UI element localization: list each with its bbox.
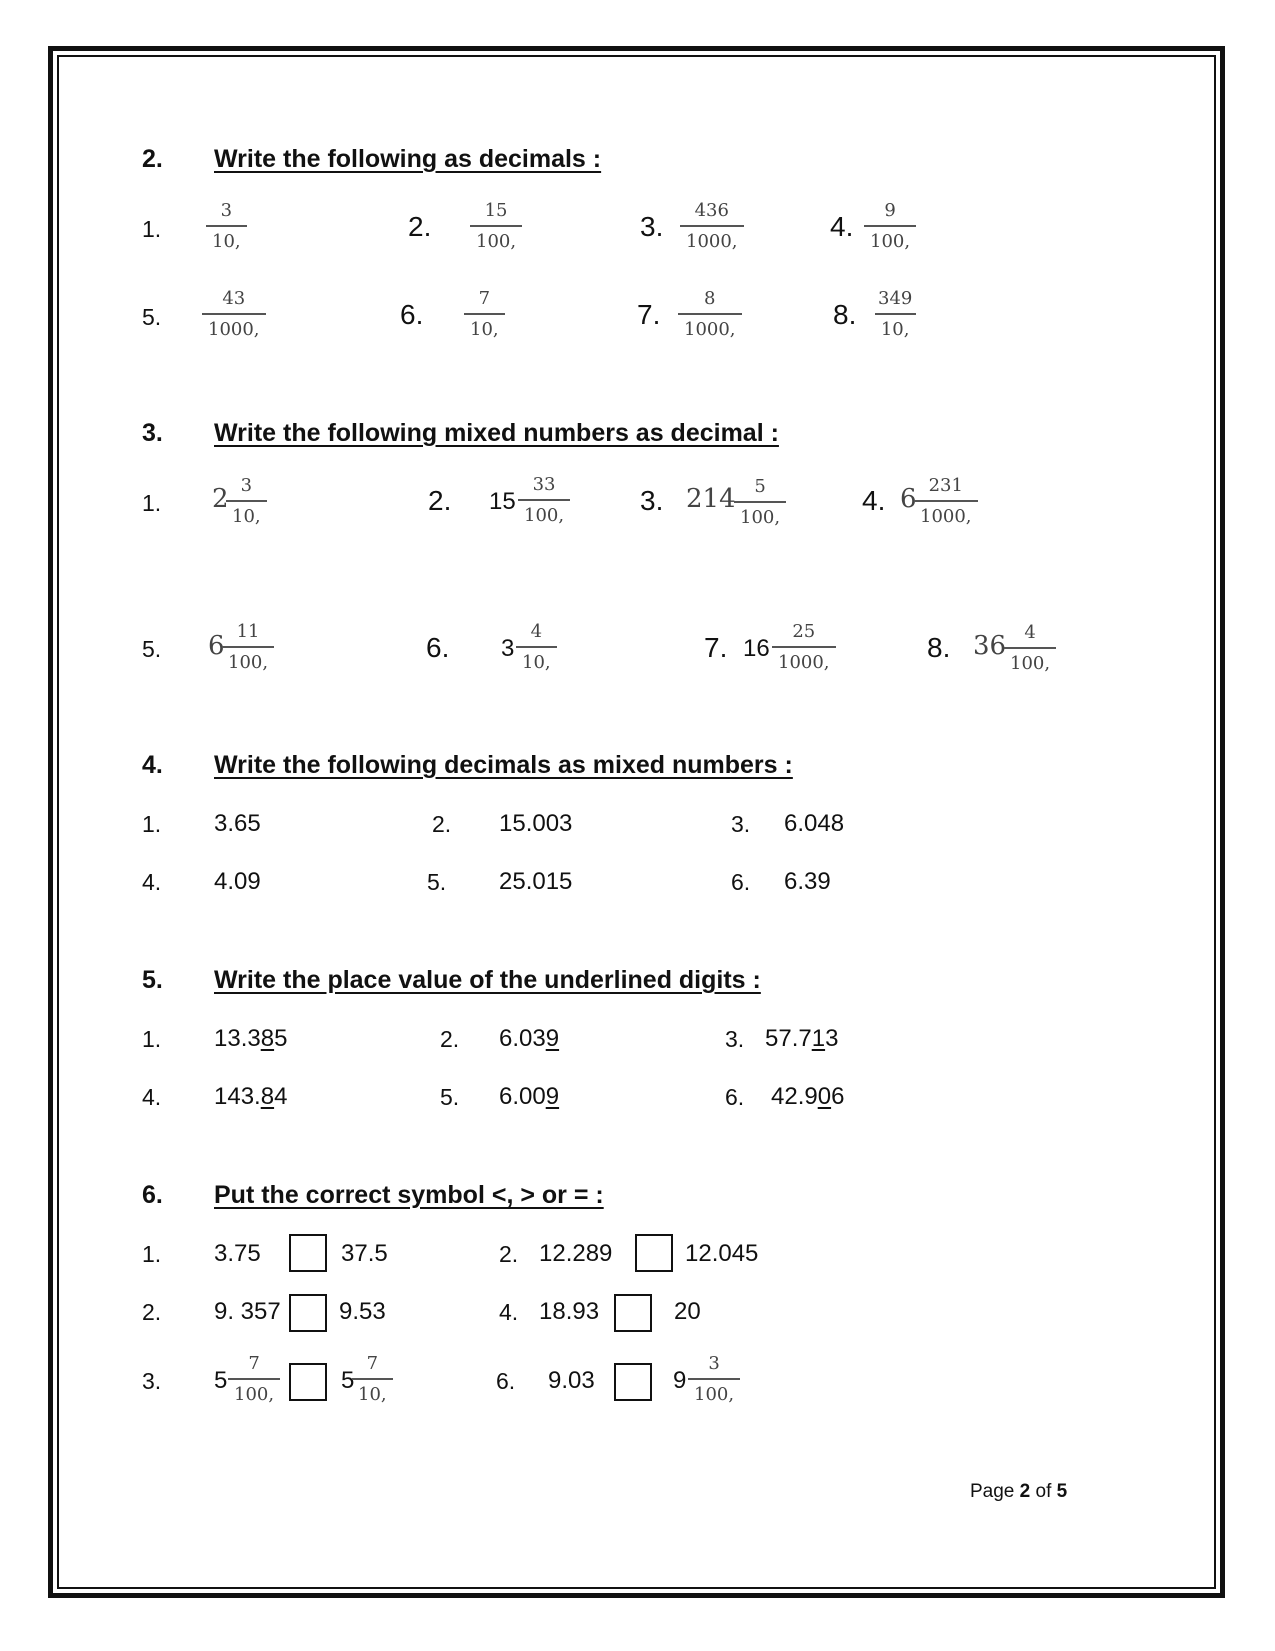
numerator: 43 — [222, 288, 246, 309]
decimal-value: 42.906 — [771, 1083, 845, 1110]
item-label: 3. — [640, 211, 664, 242]
numerator: 9 — [884, 200, 896, 221]
whole-number: 3 — [501, 635, 515, 662]
numerator: 4 — [530, 621, 543, 642]
item-label: 7. — [704, 632, 728, 663]
underlined-digit: 1 — [811, 1025, 826, 1052]
item-label: 3. — [731, 811, 751, 837]
whole-number: 9 — [673, 1367, 687, 1394]
item-label: 2. — [142, 1299, 162, 1325]
denominator: 10, — [464, 313, 505, 341]
question-number: 3. — [142, 419, 163, 447]
question-title: Write the following mixed numbers as decimal : — [214, 419, 779, 447]
numerator: 436 — [694, 200, 729, 221]
whole-number: 16 — [743, 635, 770, 662]
decimal-value: 25.015 — [499, 868, 573, 895]
denominator: 1000, — [678, 313, 742, 341]
denominator: 1000, — [772, 646, 836, 674]
item-label: 4. — [862, 485, 886, 516]
symbol-answer-box[interactable] — [635, 1234, 673, 1272]
whole-number: 6 — [900, 484, 917, 514]
decimal-value: 15.003 — [499, 810, 573, 837]
item-label: 1. — [142, 1026, 162, 1052]
fraction — [226, 475, 267, 528]
question-title: Write the following as decimals : — [214, 145, 602, 173]
question-number: 2. — [142, 145, 163, 173]
right-value: 12.045 — [685, 1240, 759, 1267]
denominator: 100, — [734, 501, 786, 529]
numerator: 33 — [532, 474, 556, 495]
decimal-value: 6.009 — [499, 1083, 560, 1110]
fraction — [518, 474, 570, 527]
fraction — [202, 288, 266, 341]
fraction — [864, 200, 916, 253]
symbol-answer-box[interactable] — [614, 1294, 652, 1332]
decimal-value: 13.385 — [214, 1025, 288, 1052]
left-value: 9. 357 — [214, 1298, 281, 1325]
question-title: Write the following decimals as mixed numbers : — [214, 751, 793, 779]
fraction — [206, 200, 247, 253]
numerator: 3 — [220, 200, 233, 221]
numerator: 5 — [754, 476, 766, 497]
item-label: 4. — [830, 211, 854, 242]
denominator: 100, — [864, 225, 916, 253]
decimal-value: 57.713 — [765, 1025, 839, 1052]
right-value: 9.53 — [339, 1298, 386, 1325]
fraction — [680, 200, 744, 253]
question-title: Write the place value of the underlined digits : — [214, 966, 761, 994]
item-label: 5. — [142, 304, 162, 330]
item-label: 3. — [725, 1026, 745, 1052]
denominator: 1000, — [680, 225, 744, 253]
item-label: 6. — [400, 299, 424, 330]
item-label: 2. — [408, 211, 432, 242]
denominator: 10, — [206, 225, 247, 253]
right-value: 20 — [674, 1298, 701, 1325]
denominator: 100, — [518, 499, 570, 527]
fraction — [470, 200, 522, 253]
page-number: Page 2 of 5 — [970, 1481, 1068, 1502]
item-label: 7. — [637, 299, 661, 330]
fraction — [688, 1353, 740, 1406]
underlined-digit: 8 — [260, 1083, 275, 1110]
fraction — [228, 1353, 280, 1406]
item-label: 3. — [142, 1368, 162, 1394]
fraction — [464, 288, 505, 341]
fraction — [772, 621, 836, 674]
decimal-value: 3.65 — [214, 810, 261, 837]
underlined-digit: 8 — [260, 1025, 275, 1052]
denominator: 100, — [228, 1378, 280, 1406]
numerator: 7 — [248, 1353, 260, 1374]
numerator: 4 — [1024, 622, 1036, 643]
denominator: 10, — [352, 1378, 393, 1406]
fraction — [352, 1353, 393, 1406]
underlined-digit: 0 — [817, 1083, 832, 1110]
denominator: 1000, — [914, 500, 978, 528]
fraction — [872, 288, 918, 341]
left-value: 3.75 — [214, 1240, 261, 1267]
item-label: 1. — [142, 490, 162, 516]
numerator: 349 — [878, 288, 913, 309]
whole-number: 2 — [212, 484, 229, 514]
symbol-answer-box[interactable] — [289, 1294, 327, 1332]
denominator: 10, — [226, 500, 267, 528]
numerator: 3 — [240, 475, 253, 496]
denominator: 10, — [875, 313, 916, 341]
numerator: 25 — [792, 621, 816, 642]
question-number: 6. — [142, 1181, 163, 1209]
denominator: 10, — [516, 646, 557, 674]
decimal-value: 6.048 — [784, 810, 845, 837]
question-title: Put the correct symbol <, > or = : — [214, 1181, 604, 1209]
whole-number: 15 — [489, 488, 516, 515]
denominator: 100, — [222, 646, 274, 674]
decimal-value: 6.039 — [499, 1025, 560, 1052]
item-label: 5. — [440, 1084, 460, 1110]
item-label: 1. — [142, 811, 162, 837]
item-label: 2. — [428, 485, 452, 516]
item-label: 6. — [725, 1084, 745, 1110]
item-label: 6. — [426, 632, 450, 663]
denominator: 100, — [470, 225, 522, 253]
left-value: 9.03 — [548, 1367, 595, 1394]
item-label: 6. — [496, 1368, 516, 1394]
symbol-answer-box[interactable] — [289, 1234, 327, 1272]
numerator: 11 — [236, 621, 260, 642]
whole-number: 5 — [214, 1367, 228, 1394]
denominator: 1000, — [202, 313, 266, 341]
left-value: 18.93 — [539, 1298, 600, 1325]
whole-number: 5 — [341, 1367, 355, 1394]
item-label: 1. — [142, 216, 162, 242]
numerator: 15 — [484, 200, 508, 221]
item-label: 1. — [142, 1241, 162, 1267]
numerator: 7 — [366, 1353, 379, 1374]
denominator: 100, — [1004, 647, 1056, 675]
item-label: 4. — [499, 1299, 519, 1325]
numerator: 8 — [704, 288, 716, 309]
item-label: 5. — [142, 636, 162, 662]
question-number: 5. — [142, 966, 163, 994]
right-value: 37.5 — [341, 1240, 388, 1267]
fraction — [222, 621, 274, 674]
whole-number: 214 — [686, 484, 736, 514]
decimal-value: 4.09 — [214, 868, 261, 895]
left-value: 12.289 — [539, 1240, 613, 1267]
underlined-digit: 9 — [545, 1025, 560, 1052]
item-label: 2. — [499, 1241, 519, 1267]
fraction — [516, 621, 557, 674]
fraction — [1004, 622, 1056, 675]
item-label: 8. — [833, 299, 857, 330]
whole-number: 36 — [973, 631, 1007, 661]
item-label: 3. — [640, 485, 664, 516]
symbol-answer-box[interactable] — [614, 1363, 652, 1401]
underlined-digit: 9 — [545, 1083, 560, 1110]
item-label: 4. — [142, 1084, 162, 1110]
item-label: 6. — [731, 869, 751, 895]
whole-number: 6 — [208, 631, 225, 661]
fraction — [914, 475, 978, 528]
item-label: 5. — [427, 869, 447, 895]
symbol-answer-box[interactable] — [289, 1363, 327, 1401]
decimal-value: 143.84 — [214, 1083, 288, 1110]
question-number: 4. — [142, 751, 163, 779]
numerator: 231 — [928, 475, 963, 496]
item-label: 4. — [142, 869, 162, 895]
denominator: 100, — [688, 1378, 740, 1406]
item-label: 8. — [927, 632, 951, 663]
fraction — [734, 476, 786, 529]
numerator: 3 — [708, 1353, 720, 1374]
item-label: 2. — [432, 811, 452, 837]
decimal-value: 6.39 — [784, 868, 831, 895]
fraction — [678, 288, 742, 341]
item-label: 2. — [440, 1026, 460, 1052]
numerator: 7 — [478, 288, 491, 309]
